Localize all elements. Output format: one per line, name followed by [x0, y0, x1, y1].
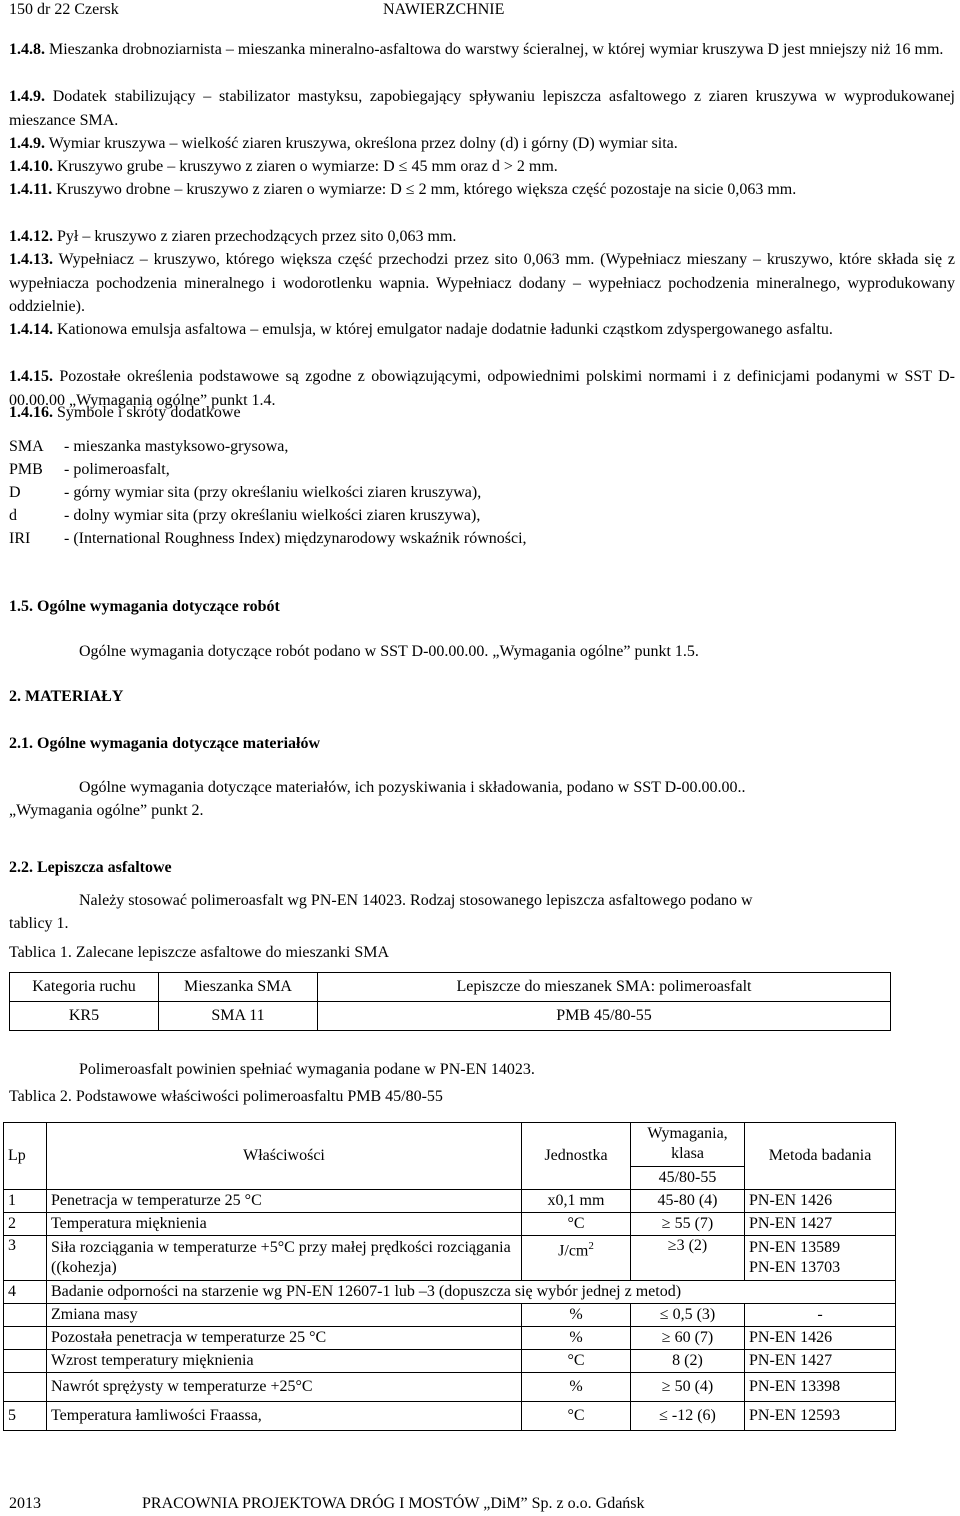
definition-1-4-14: 1.4.14. Kationowa emulsja asfaltowa – emulsja, w której emulgator nadaje dodatnie ładunki cząstkom zdyspergowanego asfaltu.	[9, 321, 833, 338]
table-header-row	[10, 973, 891, 1002]
table-header-cell: Jednostka	[522, 1123, 631, 1190]
table-row	[4, 1190, 896, 1213]
section-2-1-body-cont: „Wymagania ogólne” punkt 2.	[9, 802, 204, 819]
table-cell: KR5	[10, 1002, 159, 1031]
definition-1-4-8: 1.4.8. Mieszanka drobnoziarnista – mieszanka mineralno-asfaltowa do warstwy ścieralnej, w której wymiar kruszywa D jest mniejszy niż 16 mm.	[9, 41, 944, 58]
table-header-cell: Lepiszcze do mieszanek SMA: polimeroasfalt	[318, 973, 891, 1002]
definition-1-4-15: 1.4.15. Pozostałe określenia podstawowe są zgodne z obowiązującymi, odpowiednimi polskimi normami i z definicjami podanymi w SST D-00.00.00 „Wymagania ogólne” punkt 1.4.	[9, 368, 955, 409]
definition-1-4-10: 1.4.10. Kruszywo grube – kruszywo z ziaren o wymiarze: D ≤ 45 mm oraz d > 2 mm.	[9, 158, 558, 175]
table-cell: PN-EN 13589 PN-EN 13703	[745, 1236, 896, 1281]
table-cell: PN-EN 1426	[745, 1190, 896, 1213]
table-cell: °C	[522, 1350, 631, 1373]
table-cell: 8 (2)	[631, 1350, 745, 1373]
table-cell: 3	[4, 1236, 47, 1281]
table-cell: ≥ 55 (7)	[631, 1213, 745, 1236]
definition-1-4-16: 1.4.16. Symbole i skróty dodatkowe	[9, 404, 241, 421]
table-cell: Badanie odporności na starzenie wg PN-EN 12607-1 lub –3 (dopuszcza się wybór jednej z metod)	[47, 1281, 896, 1304]
table-cell: 2	[4, 1213, 47, 1236]
table1	[9, 972, 891, 1031]
table-cell: °C	[522, 1213, 631, 1236]
table-header-cell: Lp	[4, 1123, 47, 1190]
table-cell: ≤ -12 (6)	[631, 1402, 745, 1431]
table-row	[4, 1281, 896, 1304]
table-cell: Pozostała penetracja w temperaturze 25 °C	[47, 1327, 522, 1350]
table-cell: %	[522, 1327, 631, 1350]
definition-1-4-9b: 1.4.9. Wymiar kruszywa – wielkość ziaren kruszywa, określona przez dolny (d) i górny (D) wymiar sita.	[9, 135, 678, 152]
table-header-cell: 45/80-55	[631, 1166, 745, 1189]
definition-1-4-13: 1.4.13. Wypełniacz – kruszywo, którego większa część przechodzi przez sito 0,063 mm. (Wypełniacz mieszany – kruszywo, które składa się z wypełniacza pochodzenia mineralnego i wodorotlenku wapnia. Wypełniacz dodany – wypełniacz pochodzenia mineralnego, wyprodukowany oddzielnie).	[9, 251, 955, 315]
table2	[3, 1122, 896, 1431]
table-cell: 4	[4, 1281, 47, 1304]
section-2-2-body-cont: tablicy 1.	[9, 915, 69, 932]
table1-caption: Tablica 1. Zalecane lepiszcze asfaltowe do mieszanki SMA	[9, 944, 390, 961]
footer-text: PRACOWNIA PROJEKTOWA DRÓG I MOSTÓW „DiM” Sp. z o.o. Gdańsk	[142, 1495, 645, 1512]
table-cell: -	[745, 1304, 896, 1327]
table-cell	[4, 1304, 47, 1327]
table-cell: PN-EN 1427	[745, 1350, 896, 1373]
table-cell	[4, 1373, 47, 1402]
symbol-row: IRI - (International Roughness Index) międzynarodowy wskaźnik równości,	[9, 530, 527, 547]
table-row	[4, 1373, 896, 1402]
table-cell: Nawrót sprężysty w temperaturze +25°C	[47, 1373, 522, 1402]
table-cell: %	[522, 1304, 631, 1327]
section-2-2-body: Należy stosować polimeroasfalt wg PN-EN 14023. Rodzaj stosowanego lepiszcza asfaltowego podano w	[79, 892, 753, 909]
section-1-5-heading: 1.5. Ogólne wymagania dotyczące robót	[9, 598, 280, 615]
table-cell: PN-EN 12593	[745, 1402, 896, 1431]
definition-1-4-11: 1.4.11. Kruszywo drobne – kruszywo z ziaren o wymiarze: D ≤ 2 mm, którego większa część pozostaje na sicie 0,063 mm.	[9, 181, 797, 198]
table-row	[4, 1236, 896, 1281]
symbol-row: D - górny wymiar sita (przy określaniu wielkości ziaren kruszywa),	[9, 484, 482, 501]
symbol-row: d - dolny wymiar sita (przy określaniu wielkości ziaren kruszywa),	[9, 507, 481, 524]
section-1-5-body: Ogólne wymagania dotyczące robót podano w SST D-00.00.00. „Wymagania ogólne” punkt 1.5.	[79, 643, 699, 660]
table-cell: Zmiana masy	[47, 1304, 522, 1327]
table-cell: 45-80 (4)	[631, 1190, 745, 1213]
table-cell: PN-EN 1427	[745, 1213, 896, 1236]
page-header-right: NAWIERZCHNIE	[383, 1, 505, 18]
table-cell: Penetracja w temperaturze 25 °C	[47, 1190, 522, 1213]
table-row	[10, 1002, 891, 1031]
section-2-2-heading: 2.2. Lepiszcza asfaltowe	[9, 859, 172, 876]
table-cell: PN-EN 1426	[745, 1327, 896, 1350]
table-cell: ≤ 0,5 (3)	[631, 1304, 745, 1327]
symbol-row: PMB - polimeroasfalt,	[9, 461, 170, 478]
table-cell	[4, 1327, 47, 1350]
table-cell: ≥ 60 (7)	[631, 1327, 745, 1350]
table-cell: °C	[522, 1402, 631, 1431]
table-header-cell: Mieszanka SMA	[159, 973, 318, 1002]
table-row	[4, 1327, 896, 1350]
table-cell: ≥ 50 (4)	[631, 1373, 745, 1402]
table-cell: 1	[4, 1190, 47, 1213]
definition-1-4-12: 1.4.12. Pył – kruszywo z ziaren przechodzących przez sito 0,063 mm.	[9, 228, 457, 245]
definition-1-4-9a: 1.4.9. Dodatek stabilizujący – stabilizator mastyksu, zapobiegający spływaniu lepiszcza asfaltowego z ziaren kruszywa w wyprodukowanej mieszance SMA.	[9, 88, 955, 129]
table-cell: PN-EN 13398	[745, 1373, 896, 1402]
table-row	[4, 1350, 896, 1373]
section-2-1-body: Ogólne wymagania dotyczące materiałów, ich pozyskiwania i składowania, podano w SST D-00.00.00..	[79, 779, 746, 796]
table-cell	[4, 1350, 47, 1373]
section-2-heading: 2. MATERIAŁY	[9, 688, 124, 705]
table-header-cell: Metoda badania	[745, 1123, 896, 1190]
section-2-1-heading: 2.1. Ogólne wymagania dotyczące materiałów	[9, 735, 321, 752]
table-row	[4, 1213, 896, 1236]
table-cell: Siła rozciągania w temperaturze +5°C przy małej prędkości rozciągania ((kohezja)	[47, 1236, 522, 1281]
table-header-cell: Kategoria ruchu	[10, 973, 159, 1002]
table-header-cell: Właściwości	[47, 1123, 522, 1190]
table2-caption: Tablica 2. Podstawowe właściwości polimeroasfaltu PMB 45/80-55	[9, 1088, 443, 1105]
table-cell: Temperatura łamliwości Fraassa,	[47, 1402, 522, 1431]
table-cell: $J/cm^2$	[522, 1236, 631, 1281]
page-header-left: 150 dr 22 Czersk	[9, 1, 119, 18]
table-cell: x0,1 mm	[522, 1190, 631, 1213]
table-header-cell: Wymagania, klasa	[631, 1123, 745, 1167]
table-header-row	[4, 1123, 896, 1167]
table-cell: PMB 45/80-55	[318, 1002, 891, 1031]
table-cell: Temperatura mięknienia	[47, 1213, 522, 1236]
table-cell: Wzrost temperatury mięknienia	[47, 1350, 522, 1373]
symbol-row: SMA - mieszanka mastyksowo-grysowa,	[9, 438, 289, 455]
table-cell: ≥3 (2)	[631, 1236, 745, 1281]
note-text: Polimeroasfalt powinien spełniać wymagania podane w PN-EN 14023.	[79, 1061, 535, 1078]
table-cell: %	[522, 1373, 631, 1402]
footer-year: 2013	[9, 1495, 41, 1512]
table-cell: SMA 11	[159, 1002, 318, 1031]
table-row	[4, 1402, 896, 1431]
table-row	[4, 1304, 896, 1327]
table-cell: 5	[4, 1402, 47, 1431]
